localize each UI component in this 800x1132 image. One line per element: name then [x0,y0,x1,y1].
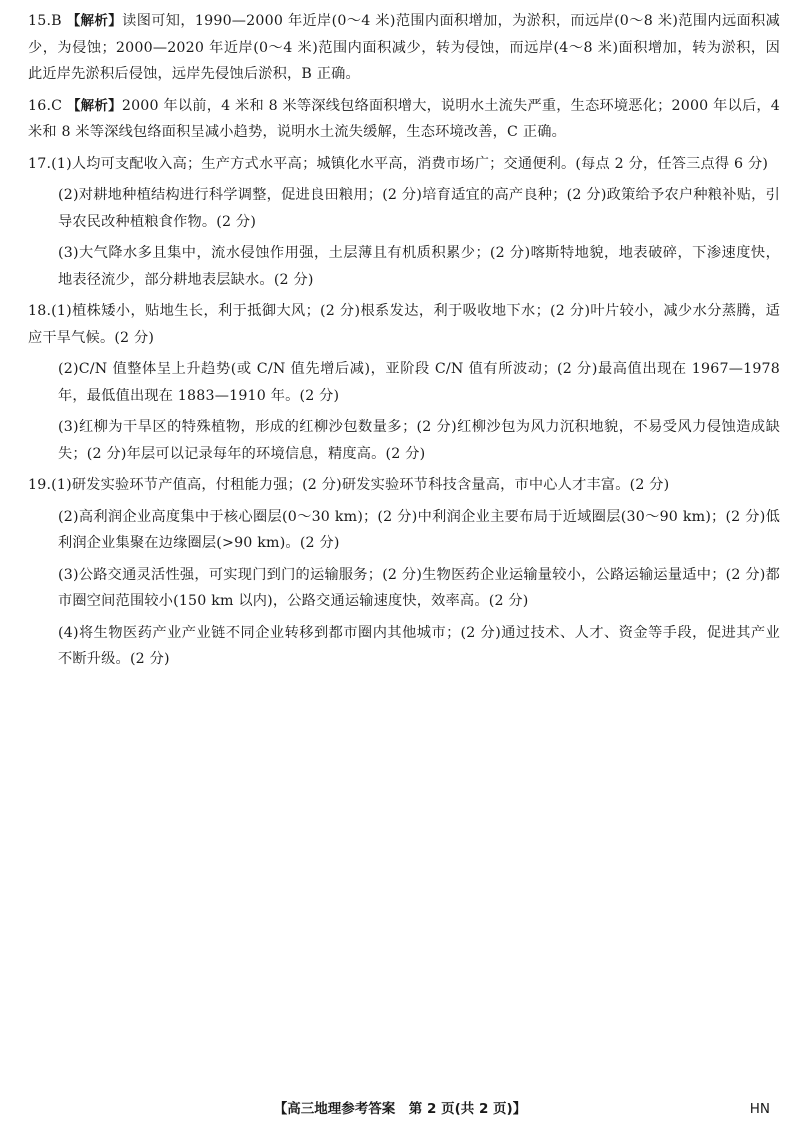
part-text: (2)C/N 值整体呈上升趋势(或 C/N 值先增后减)，亚阶段 C/N 值有所波动；(2 分)最高值出现在 1967—1978 年，最低值出现在 1883—1910 年。(2 分) [58,361,780,404]
part-text: (2)高利润企业高度集中于核心圈层(0～30 km)；(2 分)中利润企业主要布局于近域圈层(30～90 km)；(2 分)低利润企业集聚在边缘圈层(>90 km)。(2 分) [58,508,780,551]
answer-18-part-2 [58,356,780,409]
question-number: 17. [28,155,52,172]
answer-17-part-2 [58,182,780,235]
footer-code: HN [749,1101,770,1117]
part-text: (3)公路交通灵活性强，可实现门到门的运输服务；(2 分)生物医药企业运输量较小，公路运输运量适中；(2 分)都市圈空间范围较小(150 km 以内)，公路交通运输速度快，效率高。(2 分) [58,566,780,609]
answer-choice: C [51,97,63,114]
answer-19-part-2 [58,504,780,557]
question-number: 15. [28,13,52,29]
part-text: (3)红柳为干旱区的特殊植物，形成的红柳沙包数量多；(2 分)红柳沙包为风力沉积地貌，不易受风力侵蚀造成缺失；(2 分)年层可以记录每年的环境信息，精度高。(2 分) [58,419,780,462]
answer-18-part-3 [58,414,780,467]
answer-18-part-1 [28,298,780,351]
answer-content [28,8,780,673]
page-footer [0,1097,800,1121]
part-text: (3)大气降水多且集中，流水侵蚀作用强，土层薄且有机质积累少；(2 分)喀斯特地貌，地表破碎，下渗速度快，地表径流少，部分耕地表层缺水。(2 分) [58,245,780,288]
analysis-tag: 【解析】 [66,97,122,114]
footer-title: 【高三地理参考答案 第 2 页(共 2 页)】 [273,1101,527,1117]
part-text: (1)人均可支配收入高；生产方式水平高；城镇化水平高，消费市场广；交通便利。(每点 2 分，任答三点得 6 分) [51,155,769,172]
answer-19-part-3 [58,562,780,615]
answer-17 [28,151,780,294]
analysis-text: 2000 年以前，4 米和 8 米等深线包络面积增大，说明水土流失严重，生态环境恶化；2000 年以后，4 米和 8 米等深线包络面积呈减小趋势，说明水土流失缓解，生态环境改善，C 正确。 [28,97,780,140]
answer-choice: B [51,13,62,29]
question-number: 19. [28,477,52,493]
answer-17-part-1 [28,151,780,178]
analysis-tag: 【解析】 [66,13,123,29]
question-number: 16. [28,97,52,114]
part-text: (2)对耕地种植结构进行科学调整，促进良田粮用；(2 分)培育适宜的高产良种；(2 分)政策给予农户种粮补贴，引导农民改种植粮食作物。(2 分) [58,187,780,230]
answer-17-part-3 [58,240,780,293]
question-number: 18. [28,303,52,319]
analysis-text: 读图可知，1990—2000 年近岸(0～4 米)范围内面积增加，为淤积，而远岸(0～8 米)范围内远面积减少，为侵蚀；2000—2020 年近岸(0～4 米)范围内面积减少，转为侵蚀，而远岸(4～8 米)面积增加，转为淤积，因此近岸先淤积后侵蚀，远岸先侵蚀后淤积，B 正确。 [28,13,780,82]
answer-19-part-1 [28,472,780,499]
answer-19 [28,472,780,673]
part-text: (1)植株矮小，贴地生长，利于抵御大风；(2 分)根系发达，利于吸收地下水；(2 分)叶片较小，减少水分蒸腾，适应干旱气候。(2 分) [28,303,780,346]
answer-15 [28,8,780,88]
part-text: (4)将生物医药产业产业链不同企业转移到都市圈内其他城市；(2 分)通过技术、人才、资金等手段，促进其产业不断升级。(2 分) [58,624,780,667]
answer-16 [28,93,780,146]
answer-19-part-4 [58,620,780,673]
answer-18 [28,298,780,467]
part-text: (1)研发实验环节产值高，付租能力强；(2 分)研发实验环节科技含量高，市中心人才丰富。(2 分) [51,477,670,493]
